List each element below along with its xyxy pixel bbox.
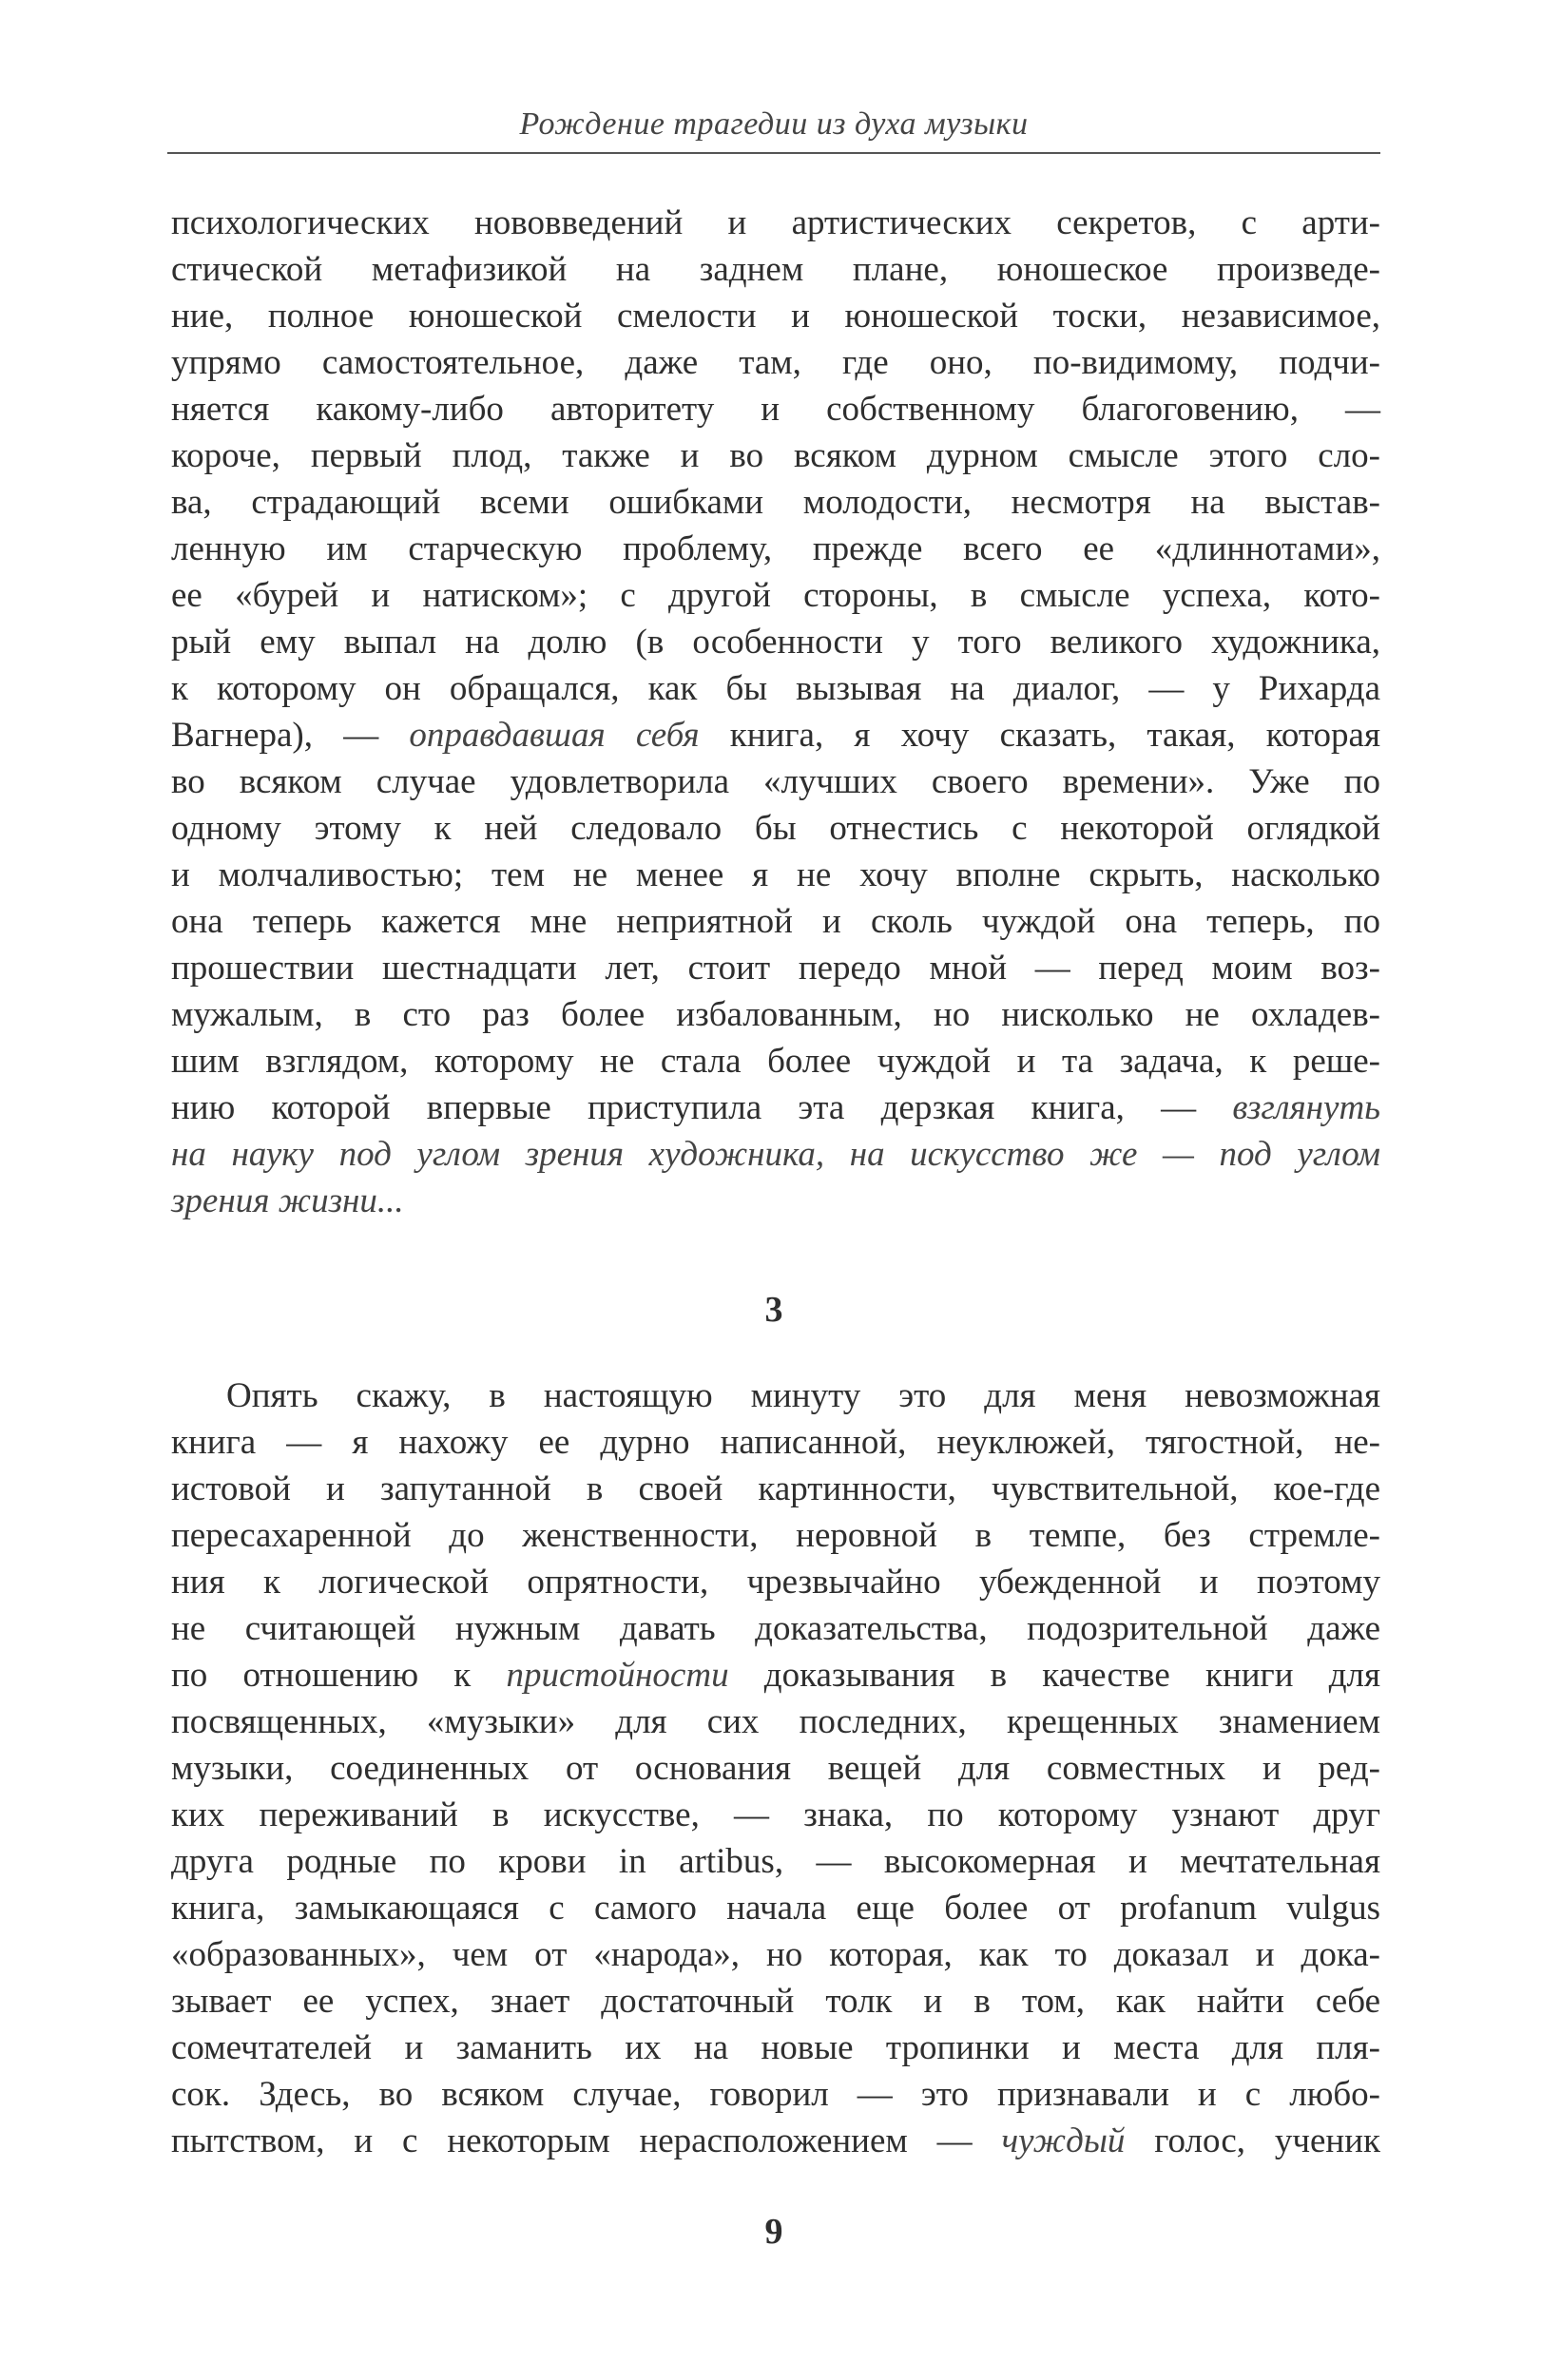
text-run: ее «бурей и натиском»; с другой стороны, в смысле успеха, кото-	[171, 576, 1380, 615]
text-run: сок. Здесь, во всяком случае, говорил — это признавали и с любо-	[171, 2075, 1380, 2114]
text-run: во всяком случае удовлетворила «лучших своего времени». Уже по	[171, 762, 1380, 801]
header-rule	[167, 152, 1380, 154]
text-line	[171, 479, 1380, 526]
text-line	[171, 852, 1380, 898]
text-run: пытством, и с некоторым нерасположением —	[171, 2121, 1002, 2160]
text-line	[171, 1419, 1380, 1466]
text-line	[171, 386, 1380, 432]
italic-text: зрения жизни...	[171, 1181, 404, 1220]
text-line	[171, 1038, 1380, 1084]
text-run: истовой и запутанной в своей картинности, чувствительной, кое-где	[171, 1469, 1380, 1508]
italic-text: на науку под углом зрения художника, на искусство же — под углом	[171, 1135, 1380, 1174]
text-run: ния к логической опрятности, чрезвычайно убежденной и поэтому	[171, 1563, 1380, 1602]
text-line	[171, 945, 1380, 991]
running-head: Рождение трагедии из духа музыки	[519, 106, 1029, 142]
text-line	[171, 1838, 1380, 1885]
text-run: стической метафизикой на заднем плане, юношеское произведе-	[171, 250, 1380, 289]
section-number: 3	[764, 1290, 783, 1330]
text-run: Опять скажу, в настоящую минуту это для меня невозможная	[226, 1376, 1380, 1415]
text-line	[171, 898, 1380, 945]
text-run: книга, замыкающаяся с самого начала еще более от profanum vulgus	[171, 1889, 1380, 1928]
text-run: нию которой впервые приступила эта дерзкая книга, —	[171, 1088, 1233, 1127]
text-run: ленную им старческую проблему, прежде всего ее «длиннотами»,	[171, 529, 1380, 568]
text-line	[171, 1559, 1380, 1605]
text-run: к которому он обращался, как бы вызывая на диалог, — у Рихарда	[171, 669, 1380, 708]
text-run: книга — я нахожу ее дурно написанной, неуклюжей, тягостной, не-	[171, 1423, 1380, 1462]
text-line	[171, 526, 1380, 572]
text-line	[171, 339, 1380, 386]
text-run: пересахаренной до женственности, неровной в темпе, без стремле-	[171, 1516, 1380, 1555]
text-line	[171, 572, 1380, 619]
text-line	[171, 1792, 1380, 1838]
text-run: посвященных, «музыки» для сих последних, крещенных знамением	[171, 1702, 1380, 1741]
text-line	[171, 1178, 1380, 1224]
text-run: ние, полное юношеской смелости и юношеской тоски, независимое,	[171, 297, 1380, 336]
text-run: по отношению к	[171, 1656, 507, 1695]
text-run: и молчаливостью; тем не менее я не хочу вполне скрыть, насколько	[171, 855, 1380, 894]
text-run: шим взглядом, которому не стала более чуждой и та задача, к реше-	[171, 1042, 1380, 1081]
text-line	[171, 1131, 1380, 1178]
text-line	[171, 1699, 1380, 1745]
text-run: рый ему выпал на долю (в особенности у того великого художника,	[171, 623, 1380, 662]
text-line	[171, 712, 1380, 758]
text-line	[171, 1931, 1380, 1978]
text-line	[171, 200, 1380, 246]
text-line	[171, 1512, 1380, 1559]
text-line	[171, 432, 1380, 479]
text-run: Вагнера), —	[171, 716, 410, 755]
text-line	[171, 2025, 1380, 2071]
text-run: не считающей нужным давать доказательства, подозрительной даже	[171, 1609, 1380, 1648]
text-run: зывает ее успех, знает достаточный толк и в том, как найти себе	[171, 1982, 1380, 2021]
text-run: «образованных», чем от «народа», но которая, как то доказал и дока-	[171, 1935, 1380, 1974]
text-run: книга, я хочу сказать, такая, которая	[699, 716, 1380, 755]
text-run: мужалым, в сто раз более избалованным, но нисколько не охладев-	[171, 995, 1380, 1034]
text-line	[171, 619, 1380, 665]
text-line	[171, 665, 1380, 712]
text-run: психологических нововведений и артистических секретов, с арти-	[171, 203, 1380, 242]
italic-text: взглянуть	[1232, 1088, 1380, 1127]
paragraph	[171, 1372, 1380, 2164]
paragraph	[171, 200, 1380, 1224]
text-run: голос, ученик	[1125, 2121, 1381, 2160]
text-line	[171, 293, 1380, 339]
italic-text: пристойности	[506, 1656, 729, 1695]
text-line	[171, 1885, 1380, 1931]
text-run: сомечтателей и заманить их на новые тропинки и места для пля-	[171, 2028, 1380, 2067]
text-run: няется какому-либо авторитету и собственному благоговению, —	[171, 390, 1380, 429]
text-line	[171, 1372, 1380, 1419]
text-run: музыки, соединенных от основания вещей для совместных и ред-	[171, 1749, 1380, 1788]
italic-text: оправдавшая себя	[409, 716, 700, 755]
text-line	[171, 805, 1380, 852]
text-run: она теперь кажется мне неприятной и сколь чуждой она теперь, по	[171, 902, 1380, 941]
text-line	[171, 991, 1380, 1038]
text-line	[171, 1605, 1380, 1652]
text-line	[171, 2071, 1380, 2118]
text-run: друга родные по крови in artibus, — высокомерная и мечтательная	[171, 1842, 1380, 1881]
text-line	[171, 1745, 1380, 1792]
text-line	[171, 2118, 1380, 2164]
text-line	[171, 1978, 1380, 2025]
text-run: ких переживаний в искусстве, — знака, по которому узнают друг	[171, 1795, 1380, 1834]
text-line	[171, 1084, 1380, 1131]
text-line	[171, 246, 1380, 293]
text-line	[171, 1466, 1380, 1512]
text-line	[171, 1652, 1380, 1699]
text-run: ва, страдающий всеми ошибками молодости, несмотря на выстав-	[171, 483, 1380, 522]
text-run: доказывания в качестве книги для	[728, 1656, 1380, 1695]
text-run: прошествии шестнадцати лет, стоит передо мной — перед моим воз-	[171, 949, 1380, 988]
text-run: упрямо самостоятельное, даже там, где оно, по-видимому, подчи-	[171, 343, 1380, 382]
text-run: одному этому к ней следовало бы отнестись с некоторой оглядкой	[171, 809, 1380, 848]
italic-text: чуждый	[1001, 2121, 1126, 2160]
text-run: короче, первый плод, также и во всяком дурном смысле этого сло-	[171, 436, 1380, 475]
page-number: 9	[764, 2212, 783, 2252]
text-line	[171, 758, 1380, 805]
